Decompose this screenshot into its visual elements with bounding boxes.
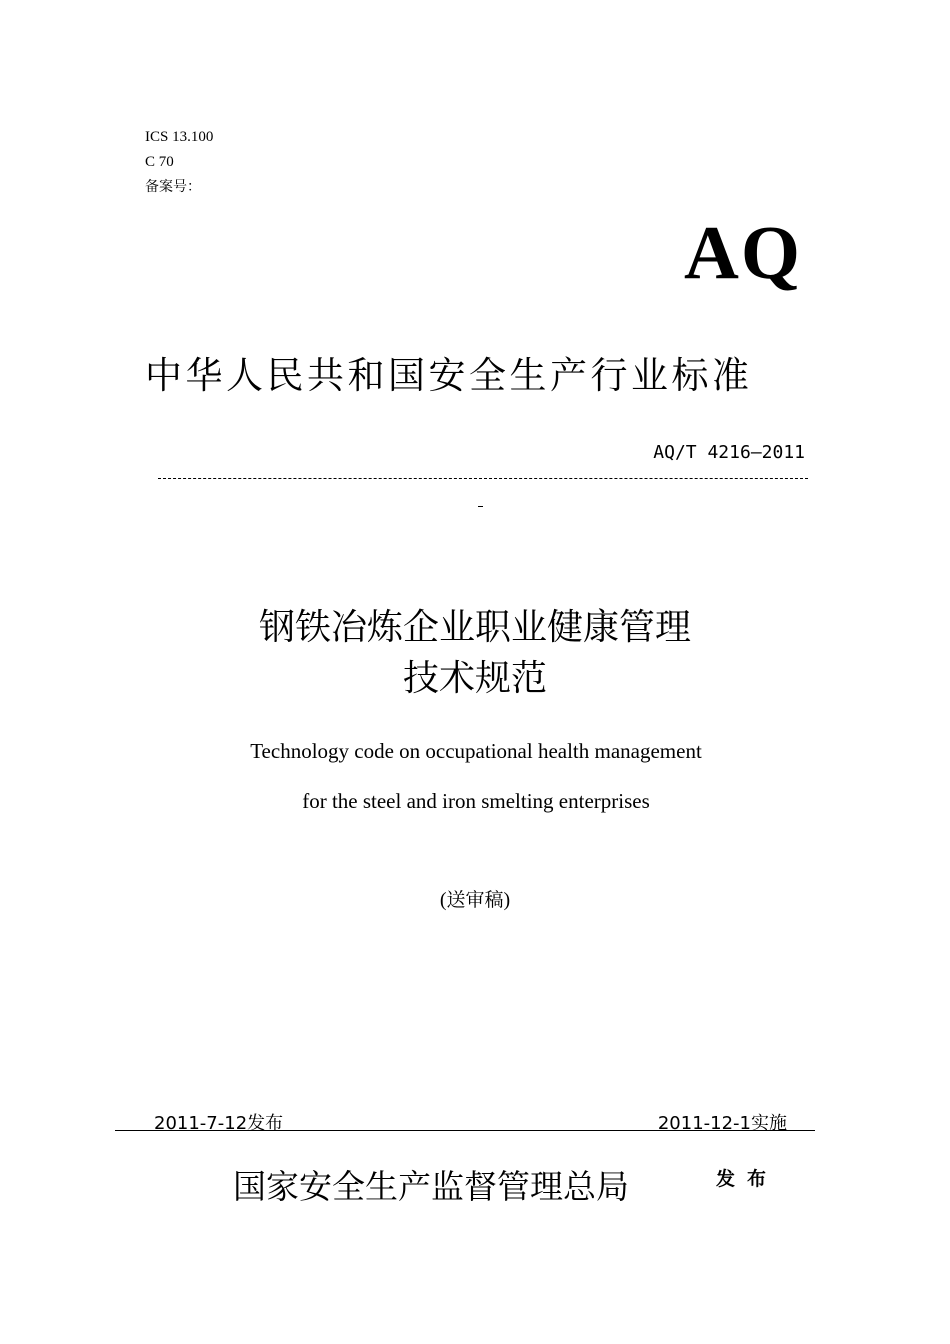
issuing-authority: 国家安全生产监督管理总局 [233,1167,629,1206]
issued-by-label: 发布 [716,1168,779,1190]
standard-category-title: 中华人民共和国安全生产行业标准 [145,354,753,397]
standard-number: AQ/T 4216—2011 [653,442,805,463]
document-title-en-line2: for the steel and iron smelting enterprises [302,789,650,813]
draft-status: 送审稿 [446,889,504,911]
effective-date: 2011-12-1实施 [657,1113,787,1134]
ics-code: ICS 13.100 [145,129,214,145]
document-title-cn-line2: 技术规范 [402,658,547,699]
aq-logo: AQ [684,211,802,295]
draft-paren-close: ) [503,889,511,911]
draft-status-note [0,885,950,915]
document-title-cn-line1: 钢铁冶炼企业职业健康管理 [258,607,691,648]
document-title-en-line1: Technology code on occupational health management [250,739,702,763]
separator-dashed-line [158,478,808,481]
separator-tail [478,506,483,507]
draft-paren-open: ( [439,889,447,911]
record-number-label: 备案号： [145,179,201,195]
footer-rule-line [115,1130,815,1131]
ccs-code: C 70 [145,154,174,170]
issue-date: 2011-7-12发布 [154,1113,284,1134]
